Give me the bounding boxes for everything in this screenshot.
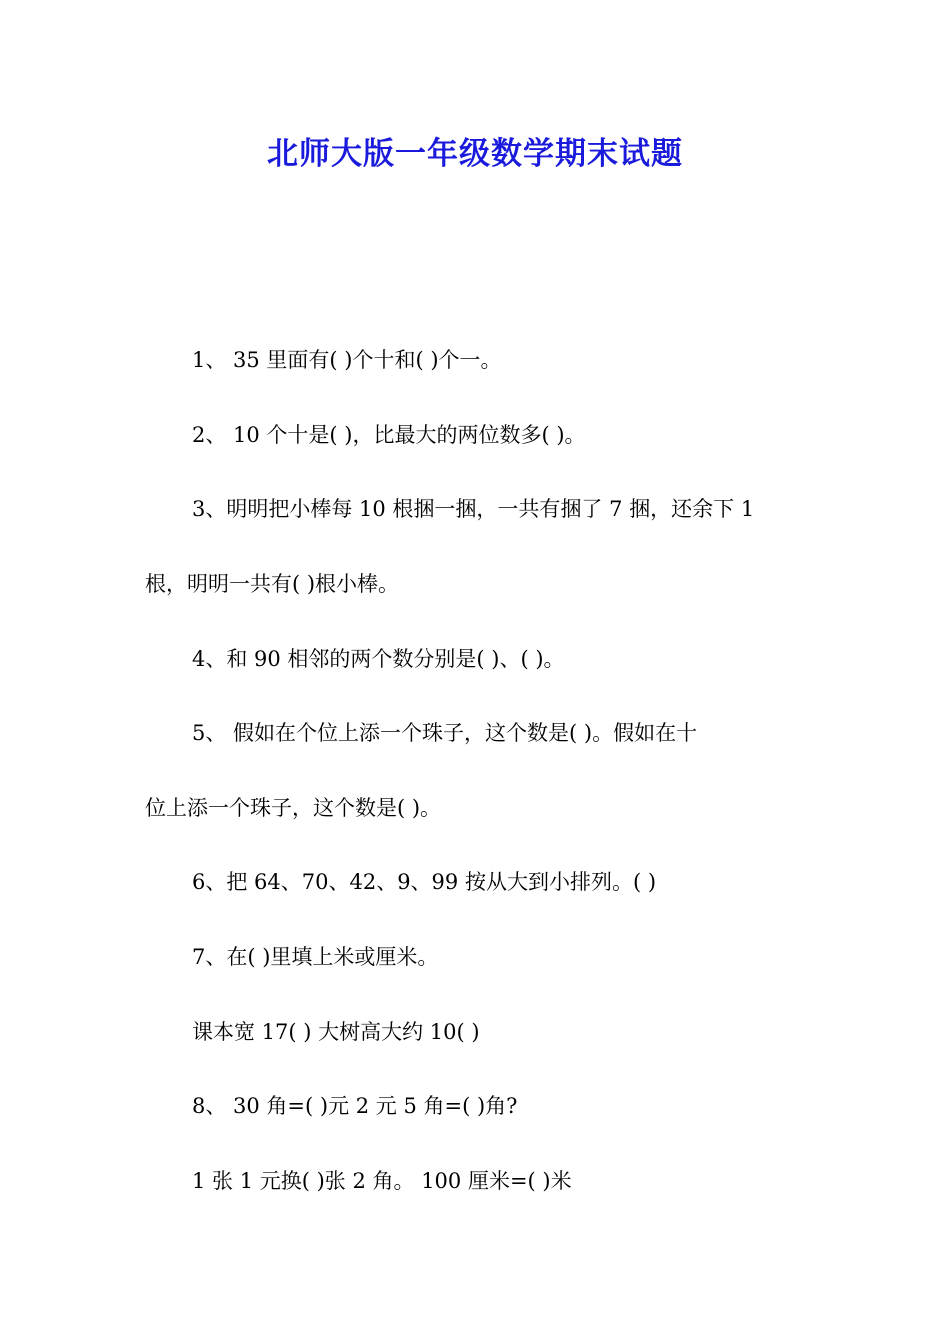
- question-5-line-1: 5、 假如在个位上添一个珠子，这个数是( )。假如在十: [192, 721, 698, 745]
- question-1: 1、 35 里面有( )个十和( )个一。: [192, 348, 502, 372]
- question-3-line-1: 3、明明把小棒每 10 根捆一捆，一共有捆了 7 捆，还余下 1: [192, 497, 755, 521]
- question-3-line-2: 根，明明一共有( )根小棒。: [145, 572, 400, 596]
- question-4: 4、和 90 相邻的两个数分别是( )、( )。: [192, 647, 565, 671]
- question-7-items: 课本宽 17( ) 大树高大约 10( ): [192, 1020, 480, 1044]
- question-6: 6、把 64、70、42、9、99 按从大到小排列。( ): [192, 870, 657, 894]
- question-5-line-2: 位上添一个珠子，这个数是( )。: [145, 796, 442, 820]
- document-title: 北师大版一年级数学期末试题: [267, 136, 683, 172]
- question-8-items: 1 张 1 元换( )张 2 角。 100 厘米=( )米: [192, 1169, 572, 1193]
- question-8: 8、 30 角=( )元 2 元 5 角=( )角?: [192, 1094, 518, 1118]
- question-2: 2、 10 个十是( )，比最大的两位数多( )。: [192, 423, 586, 447]
- question-7: 7、在( )里填上米或厘米。: [192, 945, 439, 969]
